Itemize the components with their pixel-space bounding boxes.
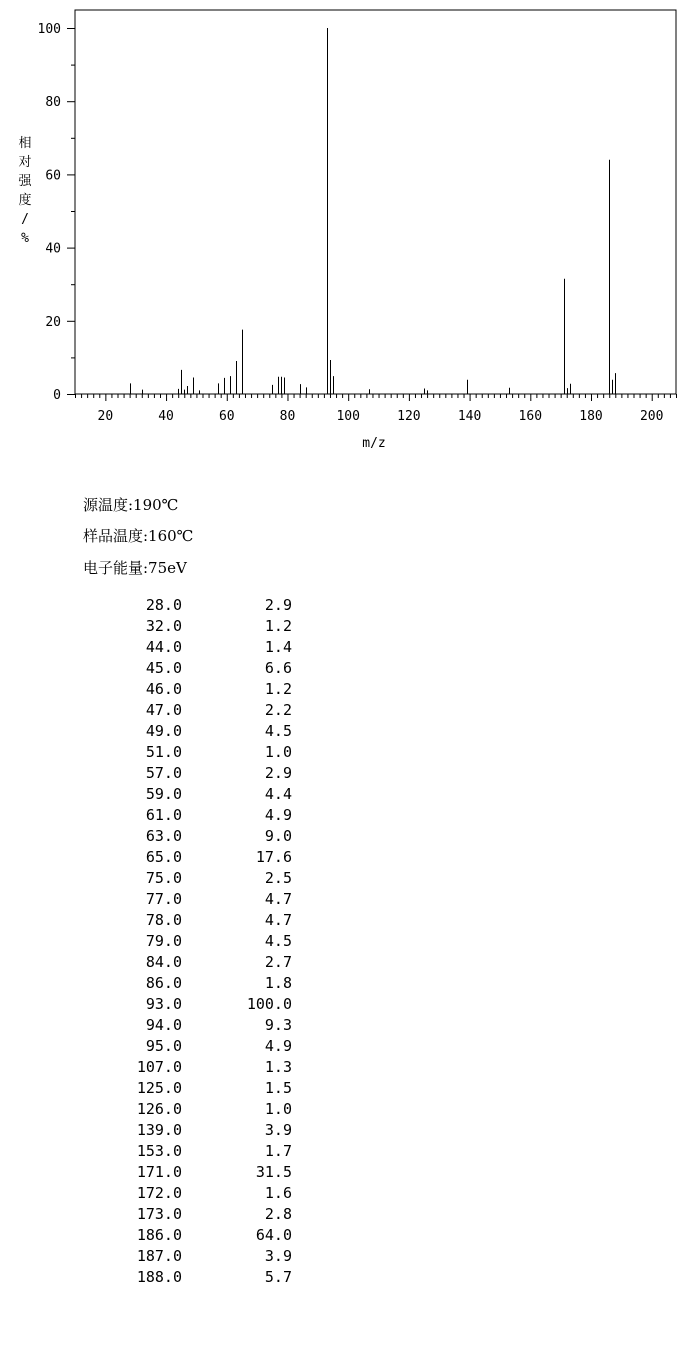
mz-value: 57.0 (145, 764, 182, 782)
table-row (110, 1036, 292, 1057)
mz-value: 77.0 (145, 890, 182, 908)
y-tick-label: 0 (53, 388, 61, 403)
abundance-value: 1.2 (264, 680, 292, 698)
table-row (110, 1183, 292, 1204)
mz-value: 139.0 (136, 1121, 182, 1139)
x-tick-label: 120 (397, 409, 421, 424)
x-axis-label: m/z (362, 436, 386, 451)
table-row (110, 931, 292, 952)
mz-value: 172.0 (136, 1184, 182, 1202)
abundance-value: 31.5 (255, 1163, 292, 1181)
table-row (110, 1078, 292, 1099)
mz-value: 86.0 (145, 974, 182, 992)
mz-value: 65.0 (145, 848, 182, 866)
peak-table (110, 595, 292, 1288)
abundance-value: 1.0 (264, 743, 292, 761)
mz-value: 187.0 (136, 1247, 182, 1265)
mz-value: 79.0 (145, 932, 182, 950)
abundance-value: 17.6 (255, 848, 292, 866)
sample-temperature: 样品温度:160℃ (83, 527, 194, 545)
table-row (110, 847, 292, 868)
abundance-value: 4.9 (264, 806, 292, 824)
mz-value: 173.0 (136, 1205, 182, 1223)
mz-value: 93.0 (145, 995, 182, 1013)
mz-value: 94.0 (145, 1016, 182, 1034)
abundance-value: 100.0 (246, 995, 292, 1013)
table-row (110, 868, 292, 889)
x-tick-label: 180 (579, 409, 603, 424)
table-row (110, 784, 292, 805)
table-row (110, 1120, 292, 1141)
abundance-value: 3.9 (264, 1121, 292, 1139)
mz-value: 61.0 (145, 806, 182, 824)
table-row (110, 805, 292, 826)
y-tick-label: 80 (45, 95, 61, 111)
y-tick-label: 100 (37, 22, 61, 37)
table-row (110, 763, 292, 784)
mz-value: 49.0 (145, 722, 182, 740)
mz-value: 32.0 (145, 617, 182, 635)
mz-value: 95.0 (145, 1037, 182, 1055)
table-row (110, 700, 292, 721)
plot-area (38, 10, 677, 424)
y-axis-label-char: 对 (18, 155, 32, 170)
y-tick-label: 20 (45, 314, 61, 330)
x-tick-label: 200 (639, 409, 664, 424)
mz-value: 188.0 (136, 1268, 182, 1286)
mz-value: 126.0 (136, 1100, 182, 1118)
table-row (110, 889, 292, 910)
abundance-value: 1.8 (264, 974, 292, 992)
mz-value: 59.0 (145, 785, 182, 803)
mz-value: 75.0 (145, 869, 182, 887)
table-row (110, 1267, 292, 1288)
mz-value: 46.0 (145, 680, 182, 698)
table-row (110, 952, 292, 973)
abundance-value: 4.5 (264, 722, 292, 740)
abundance-value: 4.7 (264, 911, 292, 929)
mz-value: 28.0 (145, 596, 182, 614)
abundance-value: 2.9 (264, 596, 292, 614)
mz-value: 125.0 (136, 1079, 182, 1097)
mz-value: 107.0 (136, 1058, 182, 1076)
table-row (110, 1204, 292, 1225)
table-row (110, 721, 292, 742)
x-tick-label: 80 (279, 409, 296, 424)
x-tick-label: 100 (336, 409, 360, 424)
mz-value: 171.0 (136, 1163, 182, 1181)
y-axis-label (18, 135, 32, 246)
x-tick-label: 60 (218, 409, 235, 424)
table-row (110, 616, 292, 637)
mass-spectrum-chart (0, 0, 687, 470)
y-axis-label-char: 度 (18, 193, 32, 208)
electron-energy: 电子能量:75eV (83, 559, 187, 577)
table-row (110, 1225, 292, 1246)
y-axis-label-char: 相 (18, 136, 32, 151)
mz-value: 47.0 (145, 701, 182, 719)
abundance-value: 1.3 (264, 1058, 292, 1076)
mz-value: 186.0 (136, 1226, 182, 1244)
table-row (110, 1015, 292, 1036)
abundance-value: 9.3 (264, 1016, 292, 1034)
abundance-value: 9.0 (264, 827, 292, 845)
abundance-value: 2.5 (264, 869, 292, 887)
abundance-value: 1.5 (264, 1079, 292, 1097)
mz-value: 44.0 (145, 638, 182, 656)
abundance-value: 3.9 (264, 1247, 292, 1265)
y-tick-label: 60 (45, 168, 61, 184)
x-tick-label: 20 (97, 409, 114, 424)
table-row (110, 910, 292, 931)
table-row (110, 595, 292, 616)
table-row (110, 973, 292, 994)
table-row (110, 1246, 292, 1267)
abundance-value: 2.7 (264, 953, 292, 971)
abundance-value: 1.4 (264, 638, 292, 656)
abundance-value: 4.4 (264, 785, 292, 803)
mz-value: 78.0 (145, 911, 182, 929)
abundance-value: 4.7 (264, 890, 292, 908)
abundance-value: 4.5 (264, 932, 292, 950)
y-tick-label: 40 (45, 241, 61, 257)
source-temperature: 源温度:190℃ (83, 496, 179, 514)
abundance-value: 2.9 (264, 764, 292, 782)
table-row (110, 679, 292, 700)
y-axis-label-char: / (21, 212, 29, 227)
x-tick-label: 40 (158, 409, 174, 424)
abundance-value: 2.8 (264, 1205, 292, 1223)
table-row (110, 994, 292, 1015)
abundance-value: 5.7 (264, 1268, 292, 1286)
mz-value: 51.0 (145, 743, 182, 761)
table-row (110, 742, 292, 763)
x-tick-label: 140 (457, 409, 482, 424)
abundance-value: 1.2 (264, 617, 292, 635)
mz-value: 153.0 (136, 1142, 182, 1160)
plot-frame (75, 10, 676, 394)
table-row (110, 1162, 292, 1183)
abundance-value: 6.6 (264, 659, 292, 677)
table-row (110, 1141, 292, 1162)
table-row (110, 637, 292, 658)
abundance-value: 1.6 (264, 1184, 292, 1202)
abundance-value: 1.7 (264, 1142, 292, 1160)
y-axis-label-char: % (21, 231, 29, 246)
mz-value: 45.0 (145, 659, 182, 677)
mz-value: 63.0 (145, 827, 182, 845)
abundance-value: 1.0 (264, 1100, 292, 1118)
table-row (110, 1099, 292, 1120)
table-row (110, 658, 292, 679)
table-row (110, 826, 292, 847)
y-axis-label-char: 强 (18, 174, 32, 189)
table-row (110, 1057, 292, 1078)
abundance-value: 4.9 (264, 1037, 292, 1055)
abundance-value: 64.0 (255, 1226, 292, 1244)
x-tick-label: 160 (518, 409, 543, 424)
mz-value: 84.0 (145, 953, 182, 971)
abundance-value: 2.2 (264, 701, 292, 719)
